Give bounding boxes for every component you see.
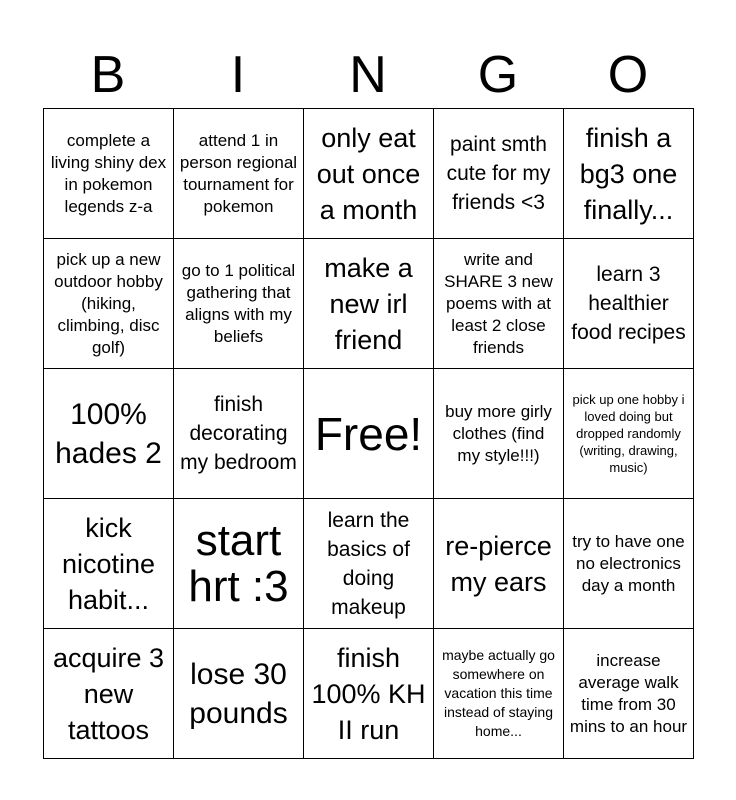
cell-text: try to have one no electronics day a month	[572, 531, 685, 595]
cell-text: lose 30 pounds	[189, 657, 288, 730]
bingo-cell[interactable]	[174, 239, 304, 369]
bingo-cell[interactable]	[564, 499, 694, 629]
bingo-cell[interactable]	[434, 499, 564, 629]
bingo-cell[interactable]	[304, 629, 434, 759]
bingo-cell[interactable]	[44, 499, 174, 629]
cell-text: start hrt :3	[188, 515, 289, 611]
cell-text: complete a living shiny dex in pokemon legends z-a	[50, 130, 167, 216]
bingo-cell[interactable]	[564, 629, 694, 759]
bingo-cell[interactable]	[44, 109, 174, 239]
cell-text: finish 100% KH II run	[311, 642, 426, 745]
cell-text: 100% hades 2	[55, 397, 162, 470]
bingo-cell[interactable]	[174, 369, 304, 499]
cell-text: re-pierce my ears	[445, 530, 552, 597]
cell-text: paint smth cute for my friends <3	[446, 133, 551, 214]
cell-text: maybe actually go somewhere on vacation this time instead of staying home...	[442, 647, 555, 739]
cell-text: increase average walk time from 30 mins to an hour	[569, 650, 688, 736]
cell-text: make a new irl friend	[324, 252, 413, 355]
cell-text: write and SHARE 3 new poems with at least 2 close friends	[444, 249, 553, 357]
cell-text: buy more girly clothes (find my style!!!)	[445, 401, 552, 465]
bingo-cell[interactable]	[434, 239, 564, 369]
bingo-cell[interactable]	[174, 629, 304, 759]
header-letter-g: G	[477, 46, 519, 104]
cell-text: Free!	[314, 407, 423, 460]
bingo-cell[interactable]	[44, 369, 174, 499]
cell-text: pick up one hobby i loved doing but dropped randomly (writing, drawing, music)	[572, 392, 685, 475]
header-letter-i: I	[230, 46, 246, 104]
cell-text: finish a bg3 one finally...	[579, 122, 678, 225]
bingo-cell[interactable]	[304, 499, 434, 629]
free-space-cell[interactable]	[304, 369, 434, 499]
bingo-cell[interactable]	[564, 369, 694, 499]
cell-text: kick nicotine habit...	[61, 512, 156, 615]
bingo-cell[interactable]	[434, 369, 564, 499]
bingo-header	[43, 44, 693, 106]
bingo-cell[interactable]	[564, 109, 694, 239]
cell-text: go to 1 political gathering that aligns with my beliefs	[181, 260, 296, 346]
bingo-cell[interactable]	[44, 629, 174, 759]
bingo-cell[interactable]	[174, 109, 304, 239]
cell-text: learn 3 healthier food recipes	[571, 263, 686, 344]
bingo-grid	[43, 108, 694, 759]
cell-text: pick up a new outdoor hobby (hiking, climbing, disc golf)	[54, 249, 163, 357]
header-letter-n: N	[349, 46, 387, 104]
cell-text: finish decorating my bedroom	[180, 393, 297, 474]
bingo-cell[interactable]	[564, 239, 694, 369]
header-letter-o: O	[607, 46, 649, 104]
cell-text: only eat out once a month	[316, 122, 421, 225]
cell-text: attend 1 in person regional tournament for pokemon	[179, 130, 298, 216]
cell-text: acquire 3 new tattoos	[52, 642, 165, 745]
bingo-cell[interactable]	[304, 239, 434, 369]
bingo-cell[interactable]	[174, 499, 304, 629]
bingo-cell[interactable]	[434, 629, 564, 759]
cell-text: learn the basics of doing makeup	[327, 508, 410, 619]
bingo-cell[interactable]	[44, 239, 174, 369]
bingo-cell[interactable]	[434, 109, 564, 239]
bingo-cell[interactable]	[304, 109, 434, 239]
header-letter-b: B	[90, 46, 126, 104]
